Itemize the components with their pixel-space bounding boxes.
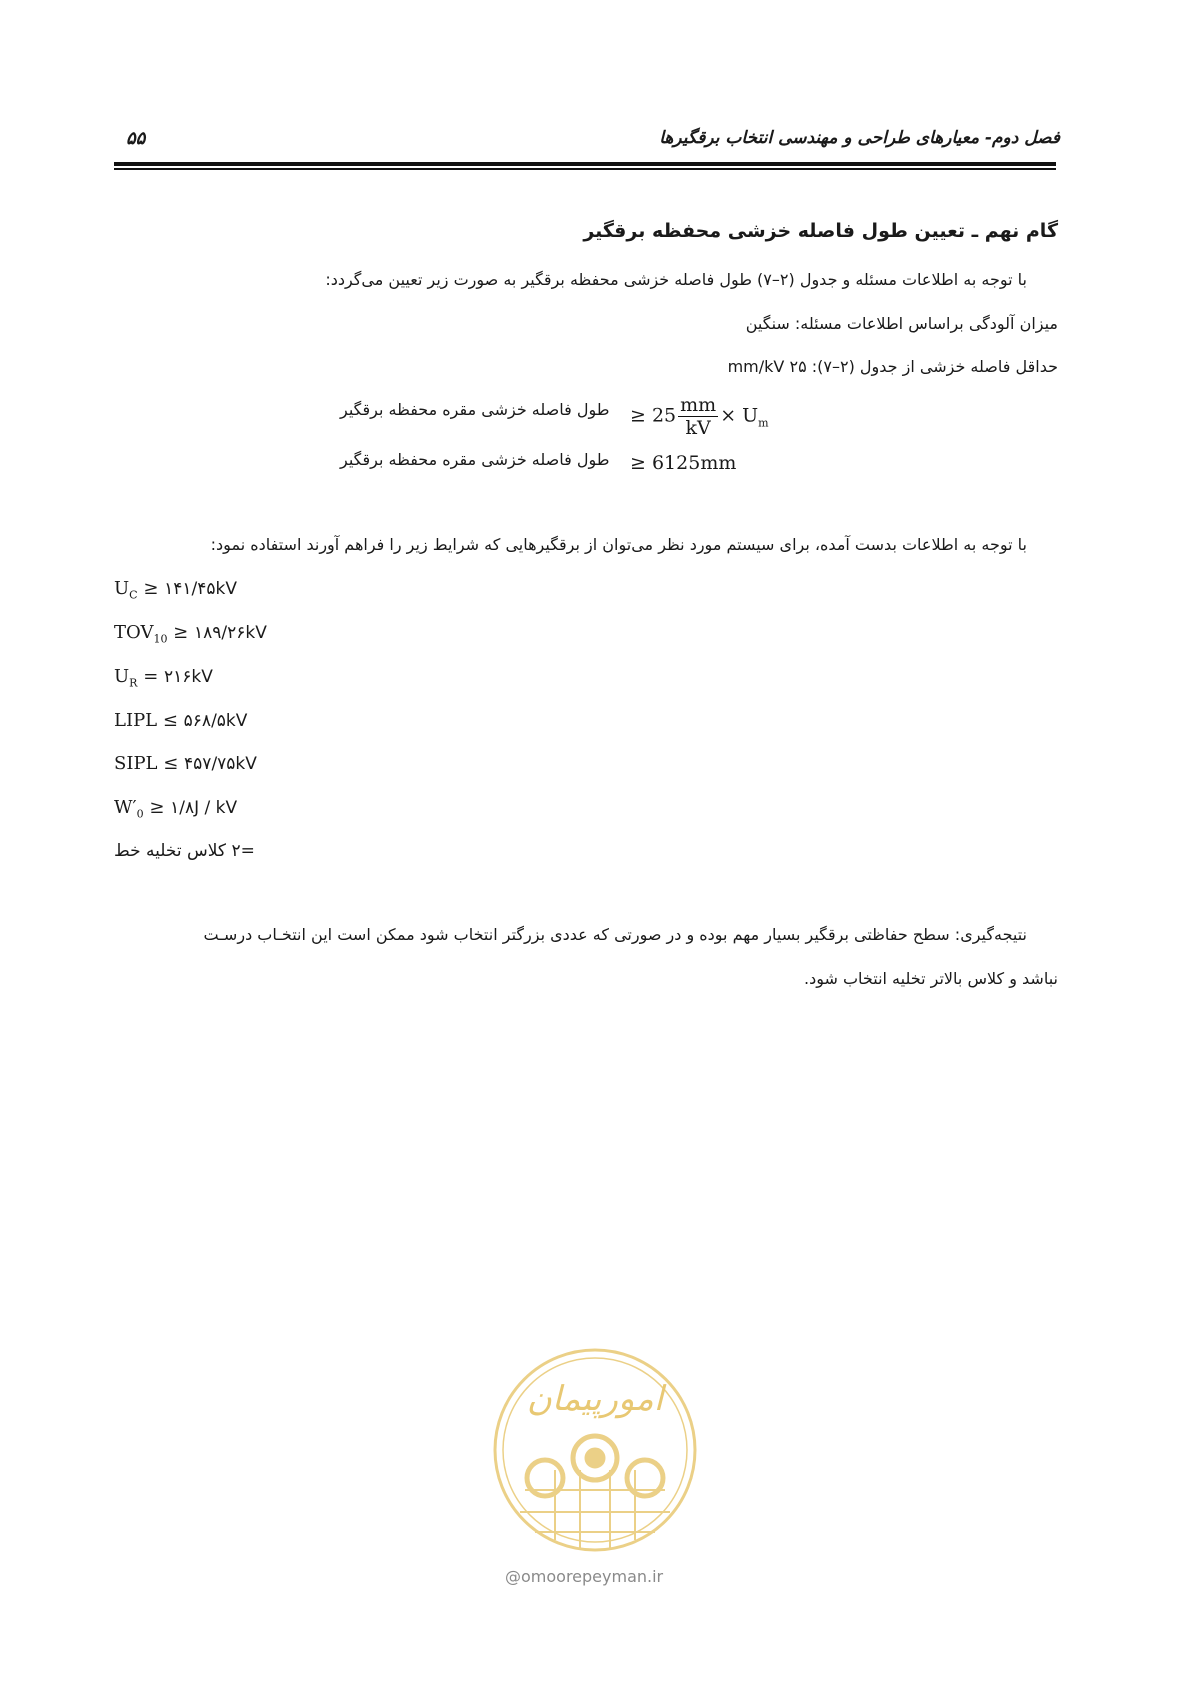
- req-lipl: LIPL ≤ ۵۶۸/۵kV: [114, 710, 248, 731]
- watermark-logo-text: امورپیمان: [526, 1379, 664, 1419]
- header-rule-thin: [114, 168, 1056, 170]
- conclusion-line-1: نتیجه‌گیری: سطح حفاظتی برقگیر بسیار مهم بوده و در صورتی که عددی بزرگتر انتخاب شود ممکن است این انتخـاب درسـت: [203, 925, 1027, 944]
- watermark-url: @omoorepeyman.ir: [505, 1567, 664, 1586]
- equation-1-label: طول فاصله خزشی مقره محفظه برقگیر: [340, 400, 610, 419]
- fraction-numerator: mm: [680, 394, 717, 416]
- equation-1-subscript: m: [758, 416, 769, 430]
- watermark-logo: [485, 1340, 705, 1560]
- creepage-equation-1: [340, 394, 790, 450]
- running-header-title: فصل دوم- معیارهای طراحی و مهندسی انتخاب برقگیرها: [659, 128, 1060, 148]
- intro-paragraph: با توجه به اطلاعات مسئله و جدول (۲–۷) طول فاصله خزشی محفظه برقگیر به صورت زیر تعیین می‌گردد:: [325, 270, 1027, 289]
- min-creepage-line: حداقل فاصله خزشی از جدول (۲–۷): ۲۵ mm/kV: [727, 357, 1058, 376]
- equation-1-fraction: [678, 394, 718, 439]
- section-heading: گام نهم ـ تعیین طول فاصله خزشی محفظه برقگیر: [583, 220, 1058, 242]
- pollution-level-line: میزان آلودگی براساس اطلاعات مسئله: سنگین: [745, 314, 1058, 333]
- fraction-denominator: kV: [685, 417, 711, 439]
- req-ur: $U_R$ = ۲۱۶kV: [114, 666, 213, 690]
- equation-1-multiplier: × U: [720, 404, 759, 427]
- equation-1-expression: [630, 394, 769, 439]
- equation-1-relation: ≥ 25: [630, 404, 677, 427]
- header-rule-thick: [114, 162, 1056, 166]
- req-w0: $W'_0$ ≥ ۱/۸J / kV: [114, 797, 238, 821]
- req-sipl: SIPL ≤ ۴۵۷/۷۵kV: [114, 753, 257, 774]
- conclusion-line-2: نباشد و کلاس بالاتر تخلیه انتخاب شود.: [804, 969, 1058, 988]
- req-uc: $U_C$ ≥ ۱۴۱/۴۵kV: [114, 578, 237, 602]
- req-discharge-class: =۲ کلاس تخلیه خط: [114, 841, 255, 861]
- equation-2-expression: ≥ 6125mm: [630, 452, 737, 474]
- page-number: ۵۵: [126, 128, 146, 149]
- requirements-intro: با توجه به اطلاعات بدست آمده، برای سیستم مورد نظر می‌توان از برقگیرهایی که شرایط زیر را فراهم آورند استفاده نمود:: [210, 535, 1027, 554]
- equation-2-label: طول فاصله خزشی مقره محفظه برقگیر: [340, 450, 610, 469]
- creepage-equation-2: [340, 448, 790, 482]
- req-tov: $TOV_{10}$ ≥ ۱۸۹/۲۶kV: [114, 622, 267, 646]
